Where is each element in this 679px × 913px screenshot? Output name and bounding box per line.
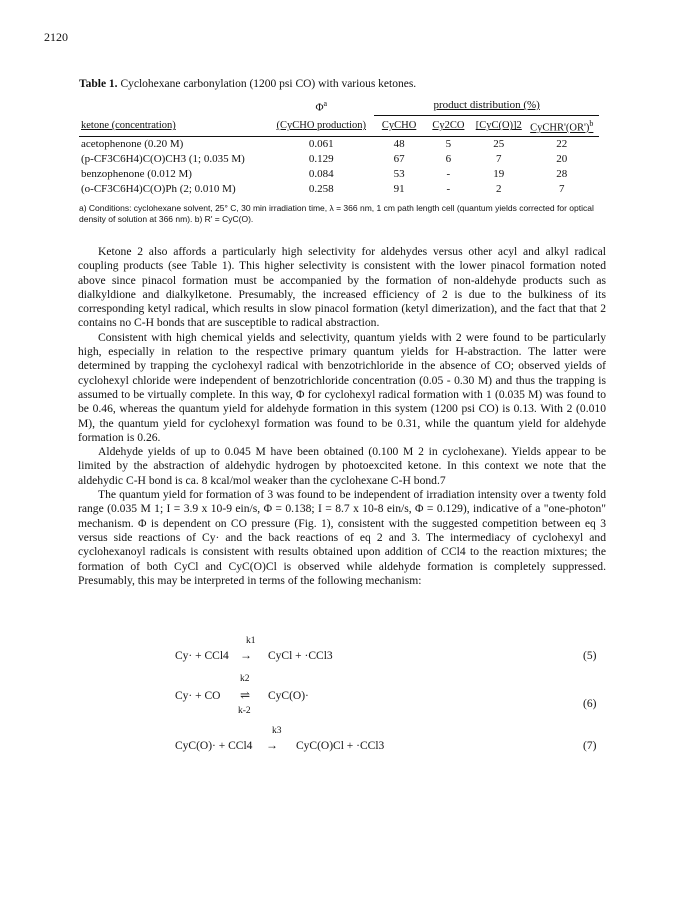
product-distribution-header: product distribution (%): [374, 96, 599, 116]
cell-value: -: [446, 182, 451, 195]
equation-rhs: CyC(O)Cl + ·CCl3: [296, 740, 385, 752]
cell-phi: 0.258: [308, 182, 334, 195]
equation-lhs: CyC(O)· + CCl4: [175, 740, 253, 752]
col-header-ketone: ketone (concentration): [79, 116, 268, 137]
equation-5: [0, 632, 679, 672]
results-table: [79, 96, 599, 197]
page-number: 2120: [44, 30, 68, 44]
equation-number: (7): [583, 740, 597, 752]
phi-header: $\Phi^a$: [315, 99, 328, 114]
equation-rhs: CyCl + ·CCl3: [268, 650, 333, 662]
table-title: Cyclohexane carbonylation (1200 psi CO) with various ketones.: [117, 78, 417, 90]
table-caption: [79, 78, 416, 90]
equation-lhs: Cy· + CCl4: [175, 650, 229, 662]
rate-constant: k3: [272, 726, 282, 736]
cell-value: 2: [495, 182, 502, 195]
rate-constant: k1: [246, 636, 256, 646]
cell-ketone: (p-CF3C6H4)C(O)CH3 (1; 0.035 M): [81, 152, 245, 165]
paragraph: Consistent with high chemical yields and selectivity, quantum yields with 2 were found to be particularly high, especially in relation to the respective primary quantum yields for H-abstraction. The latter were determined by trapping the cyclohexyl radical with benzotrichloride in the absence of CO; observed yields of cyclohexyl chloride were independent of benzotrichloride concentration (0.05 - 0.30 M) and thus the trapping is assumed to be virtually complete. In this way, Φ for cyclohexyl radical formation with 1 (0.035 M) was found to be 0.46, whereas the quantum yield for aldehyde formation in this system (1200 psi CO) is 0.13. With 2 (0.010 M), the quantum yield for cyclohexyl formation was found to be 0.31, while the quantum yield for aldehyde formation is 0.26.: [78, 330, 606, 444]
paragraph: The quantum yield for formation of 3 was found to be independent of irradiation intensity over a twenty fold range (0.035 M 1; I = 3.9 x 10-9 ein/s, Φ = 0.138; I = 8.7 x 10-8 ein/s, Φ = 0.129), indicative of a "one-photon" mechanism. Φ is dependent on CO pressure (Fig. 1), consistent with the suggested competition between eq 3 versus side reactions of Cy· and the back reactions of eq 2 and 3. The intermediacy of cyclohexyl and cyclohexanoyl radicals is consistent with results obtained upon addition of CCl4 to the reaction mixtures; the formation of both CyCl and CyC(O)Cl is observed while aldehyde formation is completely suppressed. Presumably, this may be interpreted in terms of the following mechanism:: [78, 488, 606, 587]
cell-phi: 0.129: [308, 152, 334, 165]
cell-value: 91: [393, 182, 405, 195]
col-header-dione: [CyC(O)]2: [473, 116, 525, 137]
cell-ketone: benzophenone (0.012 M): [81, 167, 192, 180]
cell-phi: 0.061: [308, 137, 334, 150]
equation-lhs: Cy· + CO: [175, 690, 221, 702]
reaction-arrow: ⇌: [240, 688, 251, 702]
cell-value: 7: [559, 182, 565, 195]
table-footnote: a) Conditions: cyclohexane solvent, 25° C, 30 min irradiation time, λ = 366 nm, 1 cm path length cell (quantum yields corrected for optical density of solution at 366 nm). b) R' = CyC(O).: [79, 203, 594, 224]
cell-ketone: (o-CF3C6H4)C(O)Ph (2; 0.010 M): [81, 182, 236, 195]
col-header-phi: (CyCHO production): [268, 116, 374, 137]
table-row: [79, 136, 599, 152]
cell-value: 7: [495, 152, 502, 165]
cell-value: 22: [556, 137, 568, 150]
col-header-ester: $CyCHR'(OR')^b$: [525, 116, 599, 137]
cell-value: -: [446, 167, 451, 180]
cell-value: 48: [393, 137, 405, 150]
paragraph: Aldehyde yields of up to 0.045 M have been obtained (0.100 M 2 in cyclohexane). Yields appear to be limited by the abstraction of aldehydic hydrogen by photoexcited ketone. In this context we note that the aldehydic C-H bond is ca. 8 kcal/mol weaker than the cyclohexane C-H bond.7: [78, 445, 606, 487]
equation-7: [0, 722, 679, 762]
table-row: [79, 152, 599, 167]
cell-value: 67: [393, 152, 405, 165]
rate-constant: k2: [240, 674, 250, 684]
cell-ketone: acetophenone (0.20 M): [81, 137, 184, 150]
equation-rhs: CyC(O)·: [268, 690, 309, 702]
cell-value: 6: [445, 152, 452, 165]
reaction-arrow: →: [240, 648, 252, 662]
table-row: [79, 182, 599, 197]
table-label: Table 1.: [79, 78, 118, 90]
paragraph: Ketone 2 also affords a particularly high selectivity for aldehydes versus other acyl and alkyl radical coupling products (see Table 1). This higher selectivity is consistent with the lower pinacol formation noted above since pinacol formation must be accompanied by the formation of non-aldehyde products such as dialkyldione and dialkylketone. Presumably, the increased efficiency of 2 is due to the bulkiness of its corresponding ketyl radical, which results in slow pinacol formation (ketyl dimerization), and the fact that that 2 contains no C-H bonds that are susceptible to radical abstraction.: [78, 245, 606, 330]
cell-value: 20: [556, 152, 568, 165]
equation-6: [0, 672, 679, 716]
cell-value: 28: [556, 167, 568, 180]
reaction-arrow: →: [266, 738, 278, 752]
body-text: [78, 245, 606, 588]
equation-number: (6): [583, 698, 597, 710]
cell-value: 25: [493, 137, 505, 150]
cell-value: 19: [493, 167, 505, 180]
table-row: [79, 167, 599, 182]
cell-phi: 0.084: [308, 167, 334, 180]
col-header-cycho: CyCHO: [374, 116, 424, 137]
rate-constant: k-2: [238, 706, 251, 716]
cell-value: 53: [393, 167, 405, 180]
cell-value: 5: [445, 137, 452, 150]
equation-number: (5): [583, 650, 597, 662]
col-header-cy2co: Cy2CO: [424, 116, 473, 137]
